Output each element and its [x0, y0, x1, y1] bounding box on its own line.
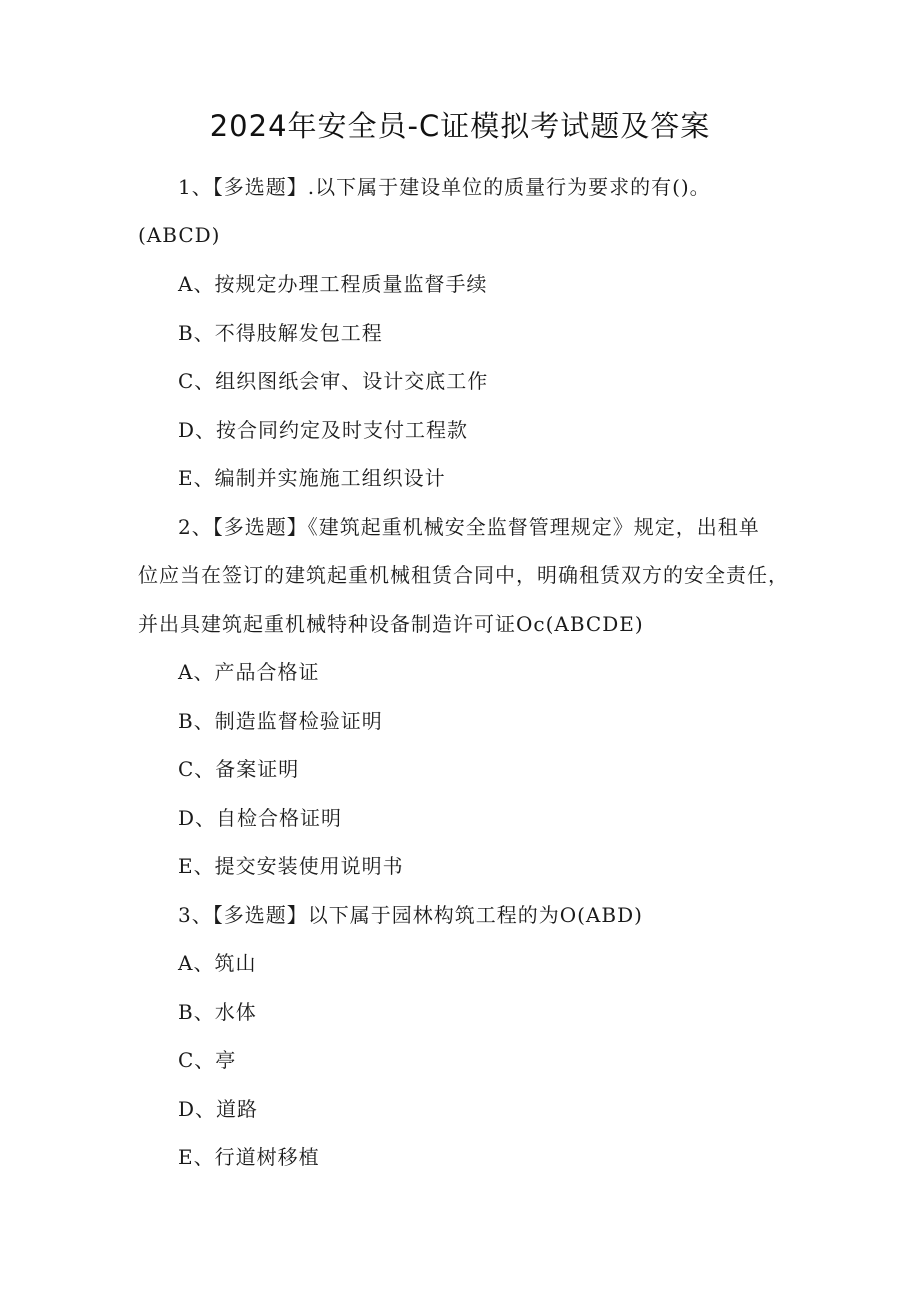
question-2-text-line-1: 2、【多选题】《建筑起重机械安全监督管理规定》规定，出租单 [178, 515, 760, 539]
question-2-text-line-3: 并出具建筑起重机械特种设备制造许可证Oc(ABCDE) [138, 612, 644, 636]
question-1-option-a: A、按规定办理工程质量监督手续 [178, 272, 488, 296]
question-1-option-c: C、组织图纸会审、设计交底工作 [178, 369, 489, 393]
question-2-option-e: E、提交安装使用说明书 [178, 854, 404, 878]
question-1-text: 1、【多选题】.以下属于建设单位的质量行为要求的有()。 [178, 175, 711, 199]
question-2-option-b: B、制造监督检验证明 [178, 709, 383, 733]
question-3-option-b: B、水体 [178, 1000, 257, 1024]
question-1-option-e: E、编制并实施施工组织设计 [178, 466, 446, 490]
question-2-text-line-2: 位应当在签订的建筑起重机械租赁合同中，明确租赁双方的安全责任， [138, 563, 789, 587]
question-2-option-d: D、自检合格证明 [178, 806, 343, 830]
question-2-option-c: C、备案证明 [178, 757, 300, 781]
question-3-text: 3、【多选题】以下属于园林构筑工程的为O(ABD) [178, 903, 643, 927]
document-title: 2024年安全员-C证模拟考试题及答案 [209, 109, 711, 143]
question-3-option-d: D、道路 [178, 1097, 259, 1121]
question-3-option-a: A、筑山 [178, 951, 257, 975]
question-3-option-c: C、亭 [178, 1048, 237, 1072]
question-1-option-d: D、按合同约定及时支付工程款 [178, 418, 469, 442]
question-3-option-e: E、行道树移植 [178, 1145, 320, 1169]
question-1-option-b: B、不得肢解发包工程 [178, 321, 383, 345]
question-2-option-a: A、产品合格证 [178, 660, 320, 684]
question-1-answer: (ABCD) [138, 223, 221, 247]
